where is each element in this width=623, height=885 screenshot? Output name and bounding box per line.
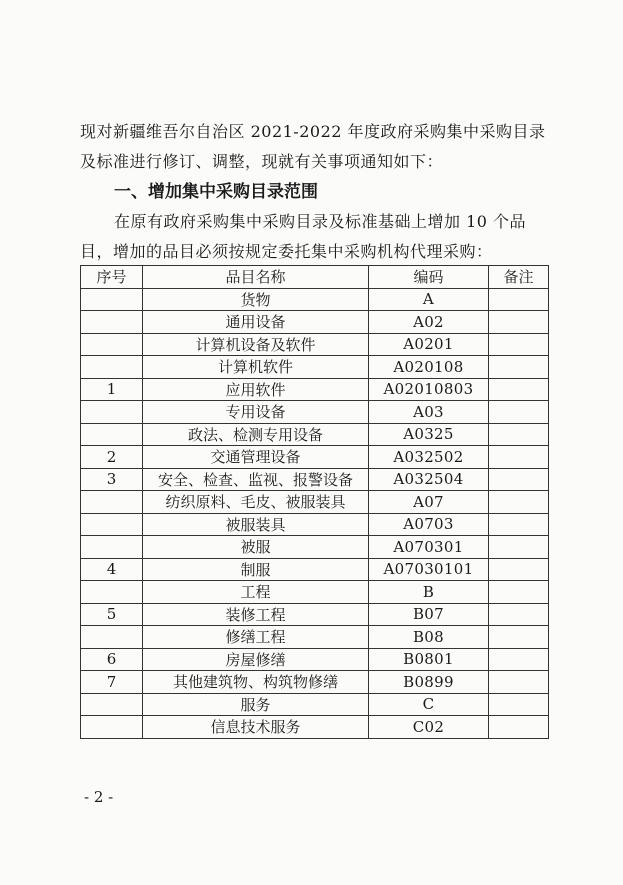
row-name: 修缮工程 bbox=[143, 626, 369, 649]
row-seq: 3 bbox=[81, 468, 143, 491]
intro-paragraph: 现对新疆维吾尔自治区 2021-2022 年度政府采购集中采购目录及标准进行修订、调整，现就有关事项通知如下： bbox=[80, 122, 546, 171]
row-note bbox=[489, 378, 549, 401]
table-row bbox=[81, 693, 549, 716]
row-code: A02010803 bbox=[369, 378, 489, 401]
row-note bbox=[489, 558, 549, 581]
row-seq bbox=[81, 581, 143, 604]
section-paragraph: 在原有政府采购集中采购目录及标准基础上增加 10 个品目，增加的品目必须按规定委托集中采购机构代理采购： bbox=[80, 212, 527, 261]
row-seq bbox=[81, 423, 143, 446]
row-code: A032502 bbox=[369, 446, 489, 469]
row-seq bbox=[81, 716, 143, 739]
row-code: A07 bbox=[369, 491, 489, 514]
row-name: 政法、检测专用设备 bbox=[143, 423, 369, 446]
table-row bbox=[81, 671, 549, 694]
row-note bbox=[489, 671, 549, 694]
row-seq bbox=[81, 311, 143, 334]
row-note bbox=[489, 446, 549, 469]
row-name: 其他建筑物、构筑物修缮 bbox=[143, 671, 369, 694]
table-row bbox=[81, 626, 549, 649]
row-code: A02 bbox=[369, 311, 489, 334]
row-name: 纺织原料、毛皮、被服装具 bbox=[143, 491, 369, 514]
row-code: B08 bbox=[369, 626, 489, 649]
row-code: C bbox=[369, 693, 489, 716]
row-seq: 2 bbox=[81, 446, 143, 469]
table-row bbox=[81, 333, 549, 356]
row-code: B0801 bbox=[369, 648, 489, 671]
row-note bbox=[489, 648, 549, 671]
row-name: 制服 bbox=[143, 558, 369, 581]
table-row bbox=[81, 536, 549, 559]
table-row bbox=[81, 513, 549, 536]
row-code: A070301 bbox=[369, 536, 489, 559]
row-code: B0899 bbox=[369, 671, 489, 694]
table-row bbox=[81, 356, 549, 379]
row-seq bbox=[81, 693, 143, 716]
row-name: 房屋修缮 bbox=[143, 648, 369, 671]
table-row bbox=[81, 401, 549, 424]
table-row bbox=[81, 558, 549, 581]
row-seq: 4 bbox=[81, 558, 143, 581]
row-code: A0325 bbox=[369, 423, 489, 446]
header-note: 备注 bbox=[489, 266, 549, 289]
row-note bbox=[489, 536, 549, 559]
row-seq bbox=[81, 356, 143, 379]
row-note bbox=[489, 333, 549, 356]
row-name: 专用设备 bbox=[143, 401, 369, 424]
row-name: 工程 bbox=[143, 581, 369, 604]
row-note bbox=[489, 513, 549, 536]
table-row bbox=[81, 378, 549, 401]
row-name: 交通管理设备 bbox=[143, 446, 369, 469]
row-code: B bbox=[369, 581, 489, 604]
row-name: 货物 bbox=[143, 288, 369, 311]
table-row bbox=[81, 581, 549, 604]
table-row bbox=[81, 648, 549, 671]
row-seq bbox=[81, 333, 143, 356]
table-row bbox=[81, 716, 549, 739]
row-note bbox=[489, 716, 549, 739]
row-name: 安全、检查、监视、报警设备 bbox=[143, 468, 369, 491]
row-note bbox=[489, 468, 549, 491]
catalog-table bbox=[80, 265, 549, 739]
row-name: 被服 bbox=[143, 536, 369, 559]
row-code: A020108 bbox=[369, 356, 489, 379]
row-note bbox=[489, 288, 549, 311]
table-row bbox=[81, 288, 549, 311]
table-row bbox=[81, 311, 549, 334]
row-name: 服务 bbox=[143, 693, 369, 716]
table-header-row bbox=[81, 266, 549, 289]
table-row bbox=[81, 446, 549, 469]
row-name: 通用设备 bbox=[143, 311, 369, 334]
row-code: A0201 bbox=[369, 333, 489, 356]
row-name: 被服装具 bbox=[143, 513, 369, 536]
table-row bbox=[81, 468, 549, 491]
row-seq bbox=[81, 626, 143, 649]
table-row bbox=[81, 423, 549, 446]
row-seq bbox=[81, 491, 143, 514]
row-name: 信息技术服务 bbox=[143, 716, 369, 739]
header-name: 品目名称 bbox=[143, 266, 369, 289]
row-code: C02 bbox=[369, 716, 489, 739]
row-code: A0703 bbox=[369, 513, 489, 536]
row-name: 装修工程 bbox=[143, 603, 369, 626]
row-seq bbox=[81, 536, 143, 559]
row-note bbox=[489, 401, 549, 424]
row-note bbox=[489, 626, 549, 649]
header-seq: 序号 bbox=[81, 266, 143, 289]
row-note bbox=[489, 491, 549, 514]
row-note bbox=[489, 311, 549, 334]
page-number: - 2 - bbox=[84, 788, 114, 806]
row-seq: 7 bbox=[81, 671, 143, 694]
row-code: B07 bbox=[369, 603, 489, 626]
row-seq bbox=[81, 288, 143, 311]
row-code: A032504 bbox=[369, 468, 489, 491]
row-seq: 1 bbox=[81, 378, 143, 401]
table-row bbox=[81, 491, 549, 514]
row-note bbox=[489, 356, 549, 379]
row-name: 计算机设备及软件 bbox=[143, 333, 369, 356]
row-seq bbox=[81, 513, 143, 536]
row-note bbox=[489, 603, 549, 626]
row-code: A bbox=[369, 288, 489, 311]
table-row bbox=[81, 603, 549, 626]
row-code: A07030101 bbox=[369, 558, 489, 581]
row-note bbox=[489, 423, 549, 446]
row-code: A03 bbox=[369, 401, 489, 424]
header-code: 编码 bbox=[369, 266, 489, 289]
row-seq: 6 bbox=[81, 648, 143, 671]
section-heading: 一、增加集中采购目录范围 bbox=[114, 182, 318, 202]
row-name: 计算机软件 bbox=[143, 356, 369, 379]
row-seq: 5 bbox=[81, 603, 143, 626]
row-name: 应用软件 bbox=[143, 378, 369, 401]
row-seq bbox=[81, 401, 143, 424]
row-note bbox=[489, 581, 549, 604]
row-note bbox=[489, 693, 549, 716]
